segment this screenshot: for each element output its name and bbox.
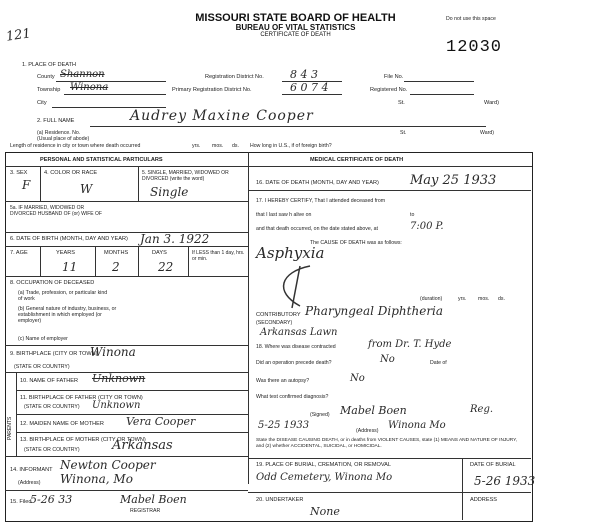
informant-address-value: Winona, Mo (60, 472, 133, 486)
color-label: 4. COLOR OR RACE (44, 170, 98, 176)
signature-address-label: (Address) (356, 428, 379, 434)
signed-value: Mabel Boen (340, 404, 407, 417)
autopsy-value: No (350, 373, 365, 384)
years-value: 11 (62, 260, 78, 274)
duration-label: (duration) (420, 296, 443, 302)
age-label: 7. AGE (10, 250, 28, 256)
to-label: to (410, 212, 415, 218)
cause-value: Asphyxia (256, 244, 325, 262)
where-contracted-value: from Dr. T. Hyde (368, 339, 452, 350)
occupation-industry: (b) General nature of industry, business, or establishment in which employed (or employer) (18, 306, 117, 324)
mother-birth-state: (STATE OR COUNTRY) (24, 447, 80, 453)
medical-heading: MEDICAL CERTIFICATE OF DEATH (310, 157, 404, 163)
months-label: MONTHS (104, 250, 129, 256)
county-value: Shannon (60, 69, 105, 80)
death-time: 7:00 P. (410, 221, 444, 232)
full-name-value: Audrey Maxine Cooper (130, 108, 314, 124)
township-label: Township (37, 87, 61, 93)
dob-value: Jan 3. 1922 (140, 232, 210, 246)
registrar-signature: Mabel Boen (120, 493, 187, 506)
undertaker-label: 20. UNDERTAKER (256, 497, 304, 503)
residence-street-label: St. (400, 130, 407, 136)
death-occurred-text: and that death occurred, on the date stated above, at (256, 226, 378, 232)
county-label: County (37, 74, 55, 80)
how-long-label: How long in U.S., if of foreign birth? (250, 143, 332, 149)
years-label: YEARS (56, 250, 75, 256)
date-of-label: Date of (430, 360, 447, 366)
form-type: CERTIFICATE OF DEATH (260, 32, 331, 38)
burial-date-label: DATE OF BURIAL (470, 462, 516, 468)
death-date-label: 16. DATE OF DEATH (MONTH, DAY AND YEAR) (256, 180, 379, 186)
where-contracted-label: 18. Where was disease contracted (256, 344, 336, 350)
mother-birth-label: 13. BIRTHPLACE OF MOTHER (CITY OR TOWN) (20, 437, 146, 443)
death-date-value: May 25 1933 (410, 173, 497, 188)
sex-value: F (22, 178, 31, 192)
mother-name-label: 12. MAIDEN NAME OF MOTHER (20, 421, 104, 427)
operation-value: No (380, 354, 395, 365)
margin-note: Do not use this space (446, 16, 496, 22)
parents-side-label: PARENTS (7, 416, 13, 440)
father-name-value: Unknown (92, 372, 146, 385)
months-value: 2 (112, 260, 120, 274)
mother-name-value: Vera Cooper (126, 415, 196, 428)
father-name-label: 10. NAME OF FATHER (20, 378, 79, 384)
primary-reg-label: Primary Registration District No. (172, 87, 252, 93)
township-value: Winona (70, 82, 109, 93)
length-residence-label: Length of residence in city or town where death occurred (10, 143, 141, 149)
filed-label: 15. Filed (10, 499, 32, 505)
spouse-label: 5a. IF MARRIED, WIDOWED OR DIVORCED HUSBAND OF (or) WIFE OF (10, 205, 102, 217)
full-name-label: 2. FULL NAME (37, 118, 75, 124)
certify-text: 17. I HEREBY CERTIFY, That I attended deceased from (256, 198, 386, 204)
form-subtitle: BUREAU OF VITAL STATISTICS (235, 23, 356, 32)
personal-heading: PERSONAL AND STATISTICAL PARTICULARS (40, 157, 163, 163)
less-day-label: If LESS than 1 day, hrs. or min. (192, 250, 245, 262)
father-birth-label: 11. BIRTHPLACE OF FATHER (CITY OR TOWN) (20, 395, 143, 401)
city-label: City (37, 100, 47, 106)
primary-reg-value: 6 0 7 4 (290, 81, 329, 94)
registrar-label: REGISTRAR (130, 508, 161, 514)
place-of-death-heading: 1. PLACE OF DEATH (22, 62, 76, 68)
signature-address-value: Winona Mo (388, 420, 446, 431)
undertaker-address-label: ADDRESS (470, 497, 498, 503)
filed-value: 5-26 33 (30, 493, 73, 506)
father-birth-state: (STATE OR COUNTRY) (24, 404, 80, 410)
reg-district-label: Registration District No. (205, 74, 264, 80)
marital-value: Single (150, 185, 189, 199)
contributory-note: Arkansas Lawn (260, 327, 338, 338)
mother-birth-value: Arkansas (112, 438, 173, 453)
corner-number: 121 (5, 26, 32, 45)
occupation-trade: (a) Trade, profession, or particular kind of work (18, 290, 108, 302)
form-title: MISSOURI STATE BOARD OF HEALTH (195, 12, 396, 24)
duration-yrs-label: yrs. (458, 296, 467, 302)
sex-label: 3. SEX (10, 170, 28, 176)
last-saw-text: that I last saw h alive on (256, 212, 312, 218)
street-label: St. (398, 100, 405, 106)
occupation-label: 8. OCCUPATION OF DECEASED (10, 280, 95, 286)
informant-address-label: (Address) (18, 480, 41, 486)
father-birth-value: Unknown (92, 400, 141, 411)
burial-place-value: Odd Cemetery, Winona Mo (256, 472, 393, 483)
reg-district-value: 8 4 3 (290, 68, 318, 81)
days-value: 22 (158, 260, 174, 274)
autopsy-label: Was there an autopsy? (256, 378, 310, 384)
occupation-employer: (c) Name of employer (18, 336, 68, 342)
cause-text: The CAUSE OF DEATH was as follows: (310, 240, 402, 246)
duration-mos-label: mos. (478, 296, 490, 302)
secondary-label: (SECONDARY) (256, 320, 293, 326)
file-no-label: File No. (384, 74, 404, 80)
dob-label: 6. DATE OF BIRTH (MONTH, DAY AND YEAR) (10, 236, 128, 242)
length-yrs-label: yrs. (192, 143, 201, 149)
residence-label: (a) Residence. No. (37, 130, 81, 136)
birthplace-state-label: (STATE OR COUNTRY) (14, 364, 70, 370)
signature-date: 5-25 1933 (258, 420, 310, 431)
contributory-label: CONTRIBUTORY (256, 312, 301, 318)
burial-date-value: 5-26 1933 (474, 474, 536, 488)
ward-label: Ward) (484, 100, 500, 106)
birthplace-value: Winona (90, 345, 136, 359)
contributory-value: Pharyngeal Diphtheria (305, 304, 444, 318)
informant-label: 14. INFORMANT (10, 467, 53, 473)
confirmed-label: What test confirmed diagnosis? (256, 394, 329, 400)
marital-label: 5. SINGLE, MARRIED, WIDOWED OR DIVORCED (write the word) (142, 170, 229, 182)
signed-tail: Reg. (470, 404, 494, 415)
duration-ds-label: ds. (498, 296, 505, 302)
operation-label: Did an operation precede death? (256, 360, 332, 366)
signed-label: (Signed) (310, 412, 330, 418)
burial-label: 19. PLACE OF BURIAL, CREMATION, OR REMOVAL (256, 462, 392, 468)
length-ds-label: ds. (232, 143, 239, 149)
length-mos-label: mos. (212, 143, 224, 149)
birthplace-label: 9. BIRTHPLACE (CITY OR TOWN) (10, 351, 98, 357)
file-number: 12030 (446, 38, 503, 57)
residence-ward-label: Ward) (480, 130, 494, 136)
informant-value: Newton Cooper (60, 458, 156, 472)
residence-note: (Usual place of abode) (37, 136, 90, 142)
days-label: DAYS (152, 250, 167, 256)
undertaker-value: None (310, 505, 340, 518)
color-value: W (80, 182, 93, 196)
violent-causes-note: State the DISEASE CAUSING DEATH, or in deaths from VIOLENT CAUSES, state (1) MEANS AND NATURE OF INJURY, and (2) whether ACCIDENTAL, SUICIDAL, or HOMICIDAL. (256, 438, 518, 449)
registered-no-label: Registered No. (370, 87, 408, 93)
